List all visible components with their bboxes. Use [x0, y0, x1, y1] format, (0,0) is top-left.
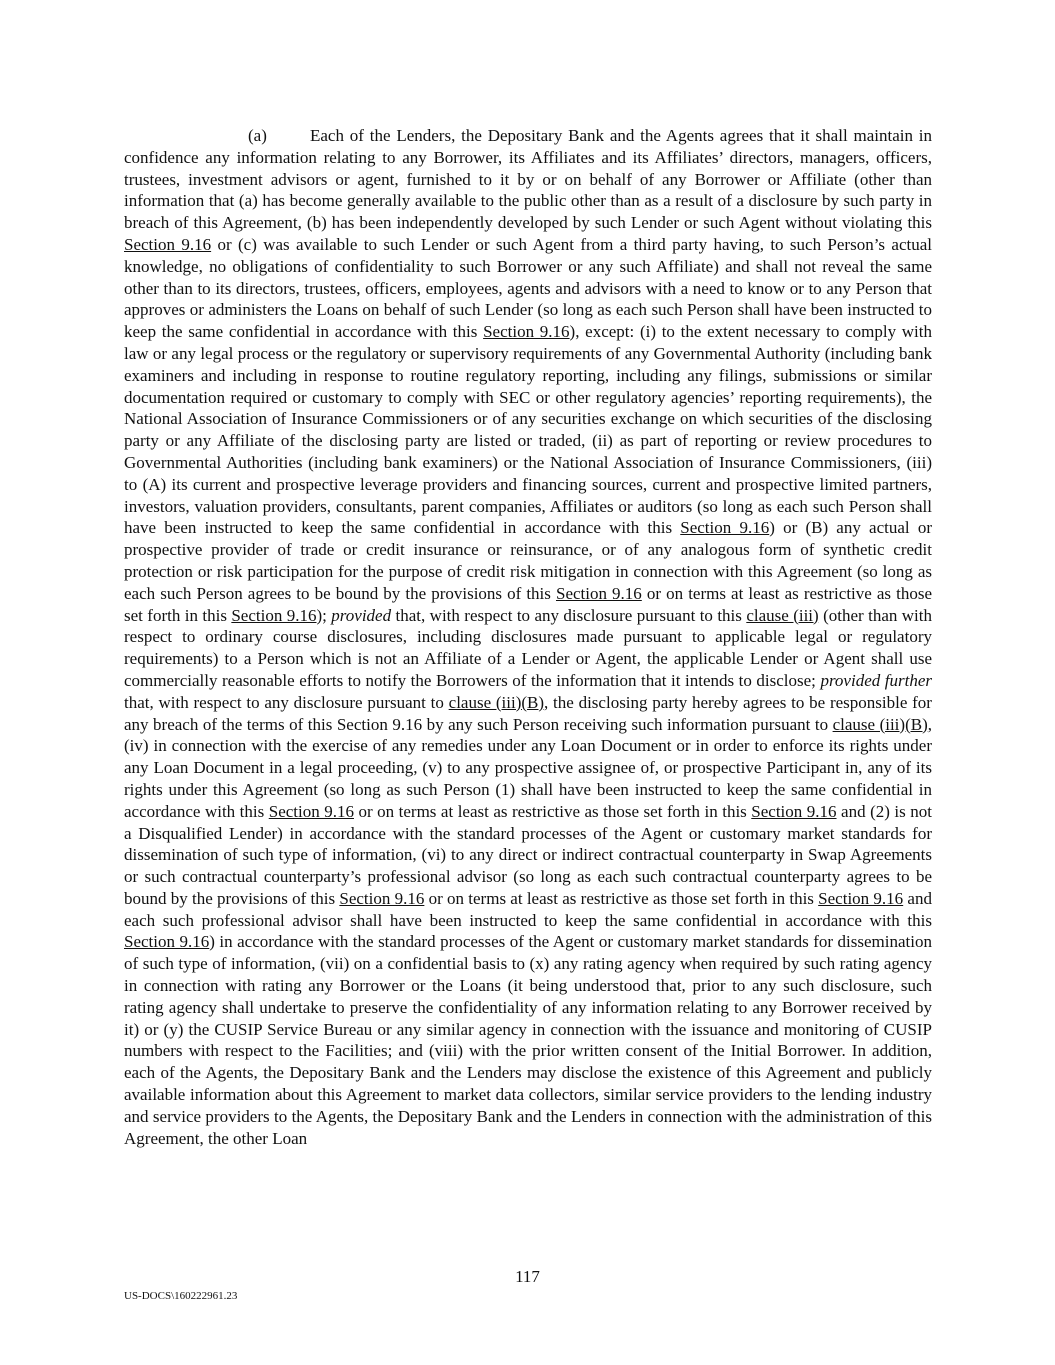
body-paragraph [124, 125, 932, 1149]
cross-reference: Section 9.16 [124, 932, 210, 952]
cross-reference: Section 9.16 [268, 801, 354, 821]
text-segment: ), except: (i) to the extent necessary to comply with law or any legal process or the regulatory or supervisory requirements of any Governmental Authority (including bank examiners and including in response to routine regulatory reporting, including any filings, submissions or similar documentation required or customary to comply with SEC or other regulatory agencies’ reporting requirements), the National Association of Insurance Commissioners or of any securities exchange on which securities of the disclosing party or any Affiliate of the disclosing party are listed or traded, (ii) as part of reporting or review procedures to Governmental Authorities (including bank examiners) or the National Association of Insurance Commissioners, (iii) to (A) its current and prospective leverage providers and financing sources, current and prospective limited partners, investors, valuation providers, consultants, parent companies, Affiliates or auditors (so long as each such Person shall have been instructed to keep the same confidential in accordance with this [124, 322, 932, 538]
text-segment: Each of the Lenders, the Depositary Bank and the Agents agrees that it shall maintain in confidence any information relating to any Borrower, its Affiliates and its Affiliates’ directors, managers, officers, trustees, investment advisors or agent, furnished to it by or on behalf of any Borrower or Affiliate (other than information that (a) has become generally available to the public other than as a result of a disclosure by such party in breach of this Agreement, (b) has been independently developed by such Lender or such Agent without violating this [124, 126, 932, 233]
cross-reference: Section 9.16 [555, 583, 642, 603]
text-segment: and (2) is not a Disqualified Lender) in accordance with the standard processes of the Agent or customary market standards for dissemination of such type of information, (vi) to any direct or indirect contractual counterparty in Swap Agreements or such contractual counterparty’s professional advisor (so long as each such contractual counterparty agrees to be bound by the provisions of this [124, 801, 932, 908]
cross-reference: Section 9.16 [124, 234, 212, 254]
italic-term: provided further [820, 670, 932, 690]
page-number: 117 [515, 1267, 540, 1286]
text-segment: , (iv) in connection with the exercise of any remedies under any Loan Document or in order to enforce its rights under any Loan Document in a legal proceeding, (v) to any prospective assignee of, or prospective Participant in, any of its rights under this Agreement (so long as such Person (1) shall have been instructed to keep the same confidential in accordance with this [124, 714, 932, 821]
text-segment: or on terms at least as restrictive as those set forth in this [424, 888, 819, 908]
text-segment: ) in accordance with the standard processes of the Agent or customary market standards for dissemination of such type of information, (vii) on a confidential basis to (x) any rating agency when required by such rating agency in connection with rating any Borrower or the Loans (it being understood that, prior to any such disclosure, such rating agency shall undertake to preserve the confidentiality of any information relating to any Borrower received by it) or (y) the CUSIP Service Bureau or any similar agency in connection with the issuance and monitoring of CUSIP numbers with respect to the Facilities; and (viii) with the prior written consent of the Initial Borrower. In addition, each of the Agents, the Depositary Bank and the Lenders may disclose the existence of this Agreement and publicly available information about this Agreement to market data collectors, similar service providers to the lending industry and service providers to the Agents, the Depositary Bank and the Lenders in connection with the administration of this Agreement, the other Loan [124, 932, 932, 1148]
cross-reference: clause (iii)(B) [448, 692, 545, 712]
cross-reference: Section 9.16 [339, 888, 425, 908]
cross-reference: Section 9.16 [818, 888, 904, 908]
text-segment: or on terms at least as restrictive as those set forth in this [353, 801, 752, 821]
text-segment: and each such professional advisor shall have been instructed to keep the same confidential in accordance with this [124, 888, 932, 930]
text-segment: that, with respect to any disclosure pursuant to this [391, 605, 747, 625]
text-segment: , the disclosing party hereby agrees to be responsible for any breach of the terms of this Section 9.16 by any such Person receiving such information pursuant to [124, 692, 932, 734]
cross-reference: Section 9.16 [231, 605, 317, 625]
text-segment: ); [316, 605, 332, 625]
cross-reference: Section 9.16 [680, 518, 770, 538]
text-segment: or (c) was available to such Lender or such Agent from a third party having, to such Person’s actual knowledge, no obligations of confidentiality to such Borrower or any such Affiliate) and shall not reveal the same other than to its directors, trustees, officers, employees, agents and advisors with a need to know or to any Person that approves or administers the Loans on behalf of such Lender (so long as each such Person shall have been instructed to keep the same confidential in accordance with this [124, 234, 932, 342]
cross-reference: clause (iii) [746, 605, 819, 625]
document-id: US-DOCS\160222961.23 [124, 1290, 238, 1302]
text-segment: that, with respect to any disclosure pursuant to [124, 692, 449, 712]
cross-reference: Section 9.16 [751, 801, 837, 821]
cross-reference: Section 9.16 [483, 322, 570, 342]
paragraph-text [124, 126, 932, 1148]
italic-term: provided [331, 605, 392, 625]
cross-reference: clause (iii)(B) [832, 714, 928, 734]
text-segment: (other than with respect to ordinary course disclosures, including disclosures made pursuant to applicable legal or regulatory requirements) to a Person which is not an Affiliate of a Lender or Agent, the applicable Lender or Agent shall use commercially reasonable efforts to notify the Borrowers of the information that it intends to disclose; [124, 605, 932, 690]
text-segment: or on terms at least as restrictive as those set forth in this [124, 583, 933, 625]
text-segment: ) or (B) any actual or prospective provider of trade or credit insurance or reinsurance, or of any analogous form of synthetic credit protection or risk participation for the purpose of credit risk mitigation in connection with this Agreement (so long as each such Person agrees to be bound by the provisions of this [124, 518, 932, 603]
paragraph-label: (a) [248, 126, 267, 145]
